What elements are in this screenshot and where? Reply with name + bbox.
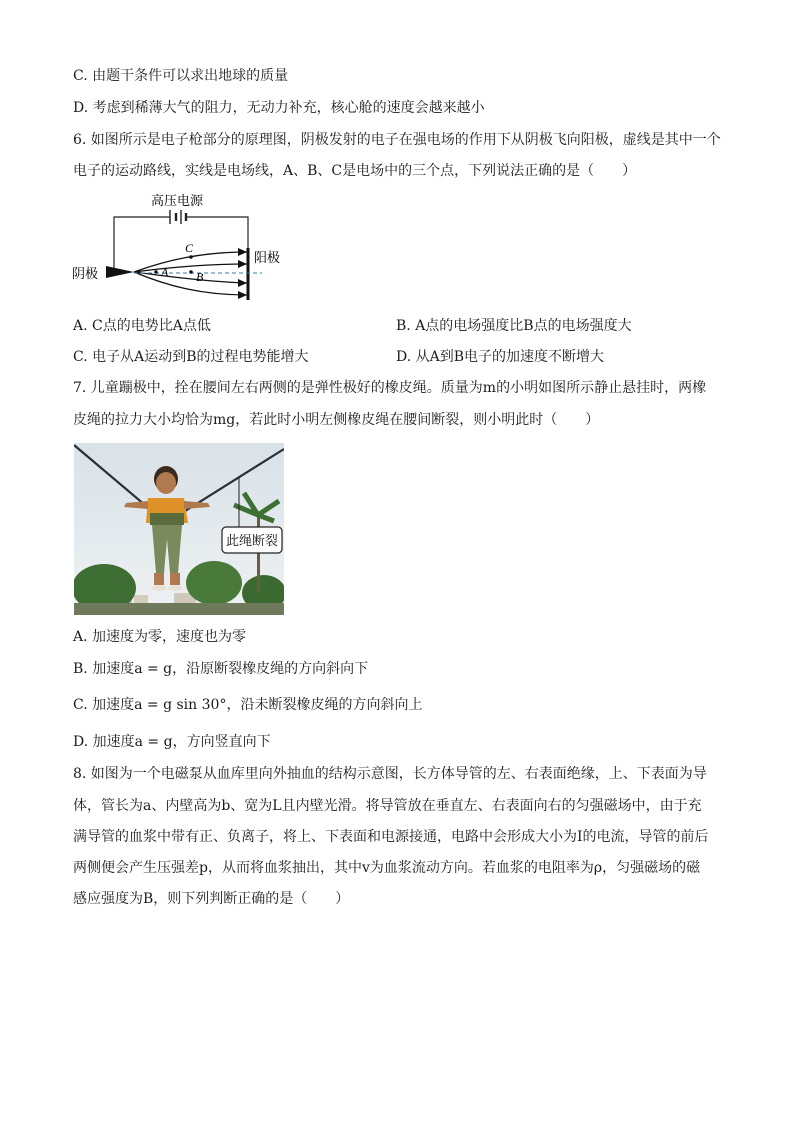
cathode-tip [106, 266, 134, 278]
q6-option-b: B. A点的电场强度比B点的电场强度大 [396, 318, 632, 334]
q8-stem-line1: 8. 如图为一个电磁泵从血库里向外抽血的结构示意图，长方体导管的左、右表面绝缘，上、下表面为导 [73, 766, 707, 782]
q6-stem-line2: 电子的运动路线，实线是电场线，A、B、C是电场中的三个点，下列说法正确的是（ ） [73, 163, 637, 179]
q6-option-d: D. 从A到B电子的加速度不断增大 [396, 349, 605, 365]
q7-option-d: D. 加速度a = g，方向竖直向下 [73, 734, 271, 750]
point-b-label: B [196, 270, 204, 284]
q8-stem-line3: 满导管的血浆中带有正、负离子，将上、下表面和电源接通，电路中会形成大小为I的电流，导管的前后 [73, 829, 709, 845]
q7-stem-line1: 7. 儿童蹦极中，拴在腰间左右两侧的是弹性极好的橡皮绳。质量为m的小明如图所示静止悬挂时，两橡 [73, 380, 707, 396]
q6-option-c: C. 电子从A运动到B的过程电势能增大 [73, 349, 309, 365]
callout-text: 此绳断裂 [225, 534, 279, 549]
q7-option-b: B. 加速度a = g，沿原断裂橡皮绳的方向斜向下 [73, 661, 369, 677]
anode-label: 阳极 [254, 251, 281, 266]
q7-option-c: C. 加速度a = g sin 30°，沿未断裂橡皮绳的方向斜向上 [73, 697, 423, 713]
bungee-photo [74, 443, 284, 615]
q7-option-a: A. 加速度为零，速度也为零 [73, 629, 247, 645]
child-face [156, 472, 176, 494]
point-c [189, 255, 193, 259]
q5-option-c: C. 由题干条件可以求出地球的质量 [73, 68, 289, 84]
harness [150, 513, 184, 525]
q8-stem-line4: 两侧便会产生压强差p，从而将血浆抽出，其中v为血浆流动方向。若血浆的电阻率为ρ，匀强磁场的磁 [73, 860, 701, 876]
q5-option-d: D. 考虑到稀薄大气的阻力，无动力补充，核心舱的速度会越来越小 [73, 100, 485, 116]
power-source-label: 高压电源 [150, 194, 204, 209]
q6-stem-line1: 6. 如图所示是电子枪部分的原理图，阴极发射的电子在强电场的作用下从阴极飞向阳极，虚线是其中一个 [73, 132, 721, 148]
q8-stem-line5: 感应强度为B，则下列判断正确的是（ ） [73, 891, 350, 907]
tree-middle [186, 561, 242, 605]
point-c-label: C [185, 241, 194, 255]
point-a [154, 270, 158, 274]
q6-option-a: A. C点的电势比A点低 [73, 318, 211, 334]
cathode-label: 阴极 [72, 267, 99, 282]
electron-gun-diagram [72, 190, 292, 305]
point-a-label: A [161, 265, 169, 279]
q7-stem-line2: 皮绳的拉力大小均恰为mg，若此时小明左侧橡皮绳在腰间断裂，则小明此时（ ） [73, 412, 600, 428]
q8-stem-line2: 体，管长为a、内壁高为b、宽为L且内壁光滑。将导管放在垂直左、右表面向右的匀强磁场中，由于充 [73, 798, 702, 814]
point-b [189, 270, 193, 274]
